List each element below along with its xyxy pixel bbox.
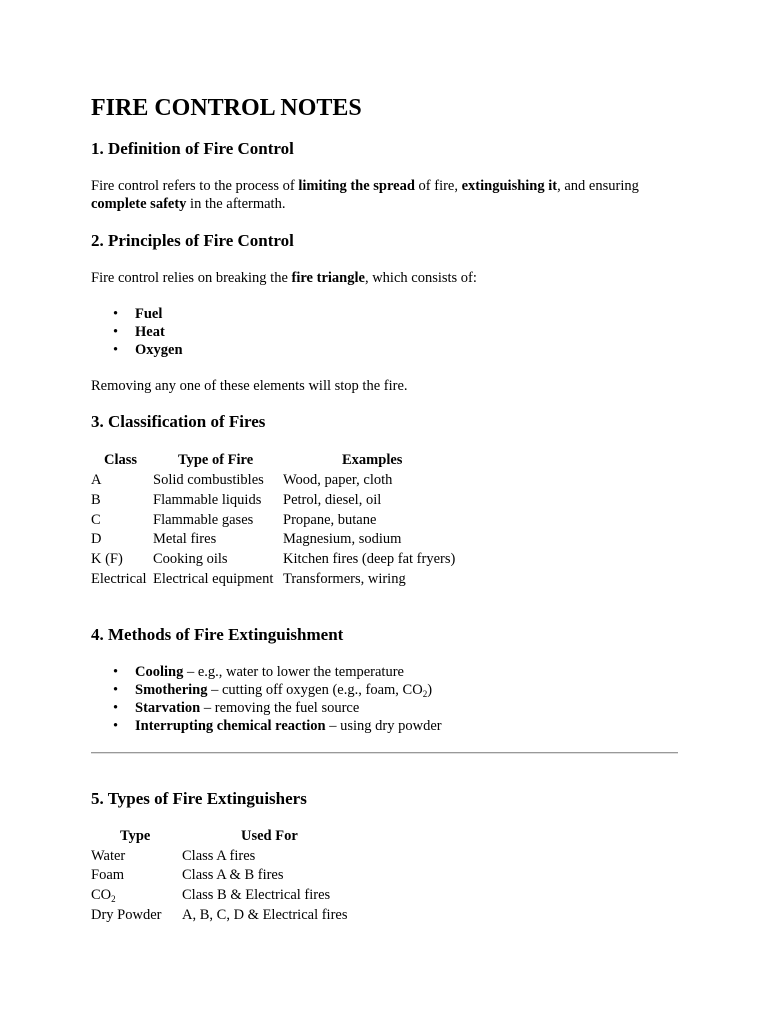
table-header-examples: Examples <box>342 452 403 468</box>
horizontal-rule <box>91 752 678 754</box>
bold-text: Smothering <box>135 682 208 698</box>
bold-text: fire triangle <box>291 270 365 286</box>
table-cell: B <box>91 492 101 508</box>
text: ) <box>427 682 433 698</box>
text: – e.g., water to lower the temperature <box>183 664 404 680</box>
bullet-icon: • <box>113 342 119 358</box>
bullet-icon: • <box>113 700 119 716</box>
text: – removing the fuel source <box>200 700 360 716</box>
section-3-heading: 3. Classification of Fires <box>91 412 266 431</box>
table-cell: A, B, C, D & Electrical fires <box>182 907 348 923</box>
table-cell: Electrical equipment <box>153 571 274 587</box>
table-cell: Transformers, wiring <box>283 571 406 587</box>
table-cell: Class A & B fires <box>182 867 284 883</box>
table-cell: Magnesium, sodium <box>283 531 402 547</box>
list-item-label: Heat <box>135 324 165 340</box>
table-header-type: Type <box>120 828 151 844</box>
table-cell: Water <box>91 848 126 864</box>
text: of fire, <box>414 178 462 194</box>
section-4-heading: 4. Methods of Fire Extinguishment <box>91 625 344 644</box>
bold-text: extinguishing it <box>461 178 558 194</box>
text: , and ensuring <box>557 178 639 194</box>
table-header-type: Type of Fire <box>178 452 254 468</box>
table-cell: Class B & Electrical fires <box>182 887 331 903</box>
bullet-icon: • <box>113 306 119 322</box>
table-cell: Electrical <box>91 571 147 587</box>
table-cell: Cooking oils <box>153 551 228 567</box>
bold-text: limiting the spread <box>298 178 415 194</box>
table-cell <box>91 886 116 904</box>
list-item-label <box>135 717 442 735</box>
text: – cutting off oxygen (e.g., foam, CO <box>207 682 423 698</box>
table-cell: D <box>91 531 102 547</box>
table-header-class: Class <box>104 452 138 468</box>
bullet-icon: • <box>113 718 119 734</box>
section-2-paragraph <box>91 269 477 287</box>
table-cell: A <box>91 472 102 488</box>
table-cell: Solid combustibles <box>153 472 264 488</box>
text: Fire control relies on breaking the <box>91 270 292 286</box>
list-item-label: Fuel <box>135 306 163 322</box>
section-1-paragraph-line-2 <box>91 195 285 213</box>
table-cell: Foam <box>91 867 125 883</box>
section-1-paragraph-line-1 <box>91 177 639 195</box>
table-cell: Metal fires <box>153 531 217 547</box>
bold-text: complete safety <box>91 196 187 212</box>
table-cell: Class A fires <box>182 848 256 864</box>
subscript: 2 <box>422 689 428 699</box>
table-cell: Propane, butane <box>283 512 377 528</box>
bold-text: Interrupting chemical reaction <box>135 718 326 734</box>
table-cell: Wood, paper, cloth <box>283 472 393 488</box>
bullet-icon: • <box>113 324 119 340</box>
bullet-icon: • <box>113 682 119 698</box>
bullet-icon: • <box>113 664 119 680</box>
table-cell: Kitchen fires (deep fat fryers) <box>283 551 456 567</box>
table-cell: Dry Powder <box>91 907 162 923</box>
section-1-heading: 1. Definition of Fire Control <box>91 139 294 158</box>
table-cell: Flammable gases <box>153 512 254 528</box>
section-2-note: Removing any one of these elements will stop the fire. <box>91 378 408 394</box>
text: Fire control refers to the process of <box>91 178 299 194</box>
text: , which consists of: <box>364 270 477 286</box>
bold-text: Starvation <box>135 700 201 716</box>
list-item-label <box>135 663 404 681</box>
document-title: FIRE CONTROL NOTES <box>91 95 362 121</box>
table-cell: Petrol, diesel, oil <box>283 492 382 508</box>
text: CO <box>91 887 112 903</box>
list-item-label: Oxygen <box>135 342 183 358</box>
list-item-label <box>135 681 432 699</box>
section-5-heading: 5. Types of Fire Extinguishers <box>91 789 307 808</box>
table-cell: C <box>91 512 101 528</box>
text: in the aftermath. <box>186 196 286 212</box>
text: – using dry powder <box>325 718 442 734</box>
table-cell: Flammable liquids <box>153 492 262 508</box>
subscript: 2 <box>111 894 116 904</box>
bold-text: Cooling <box>135 664 184 680</box>
table-header-used-for: Used For <box>241 828 298 844</box>
list-item-label <box>135 699 359 717</box>
section-2-heading: 2. Principles of Fire Control <box>91 231 294 250</box>
table-cell: K (F) <box>91 551 123 567</box>
